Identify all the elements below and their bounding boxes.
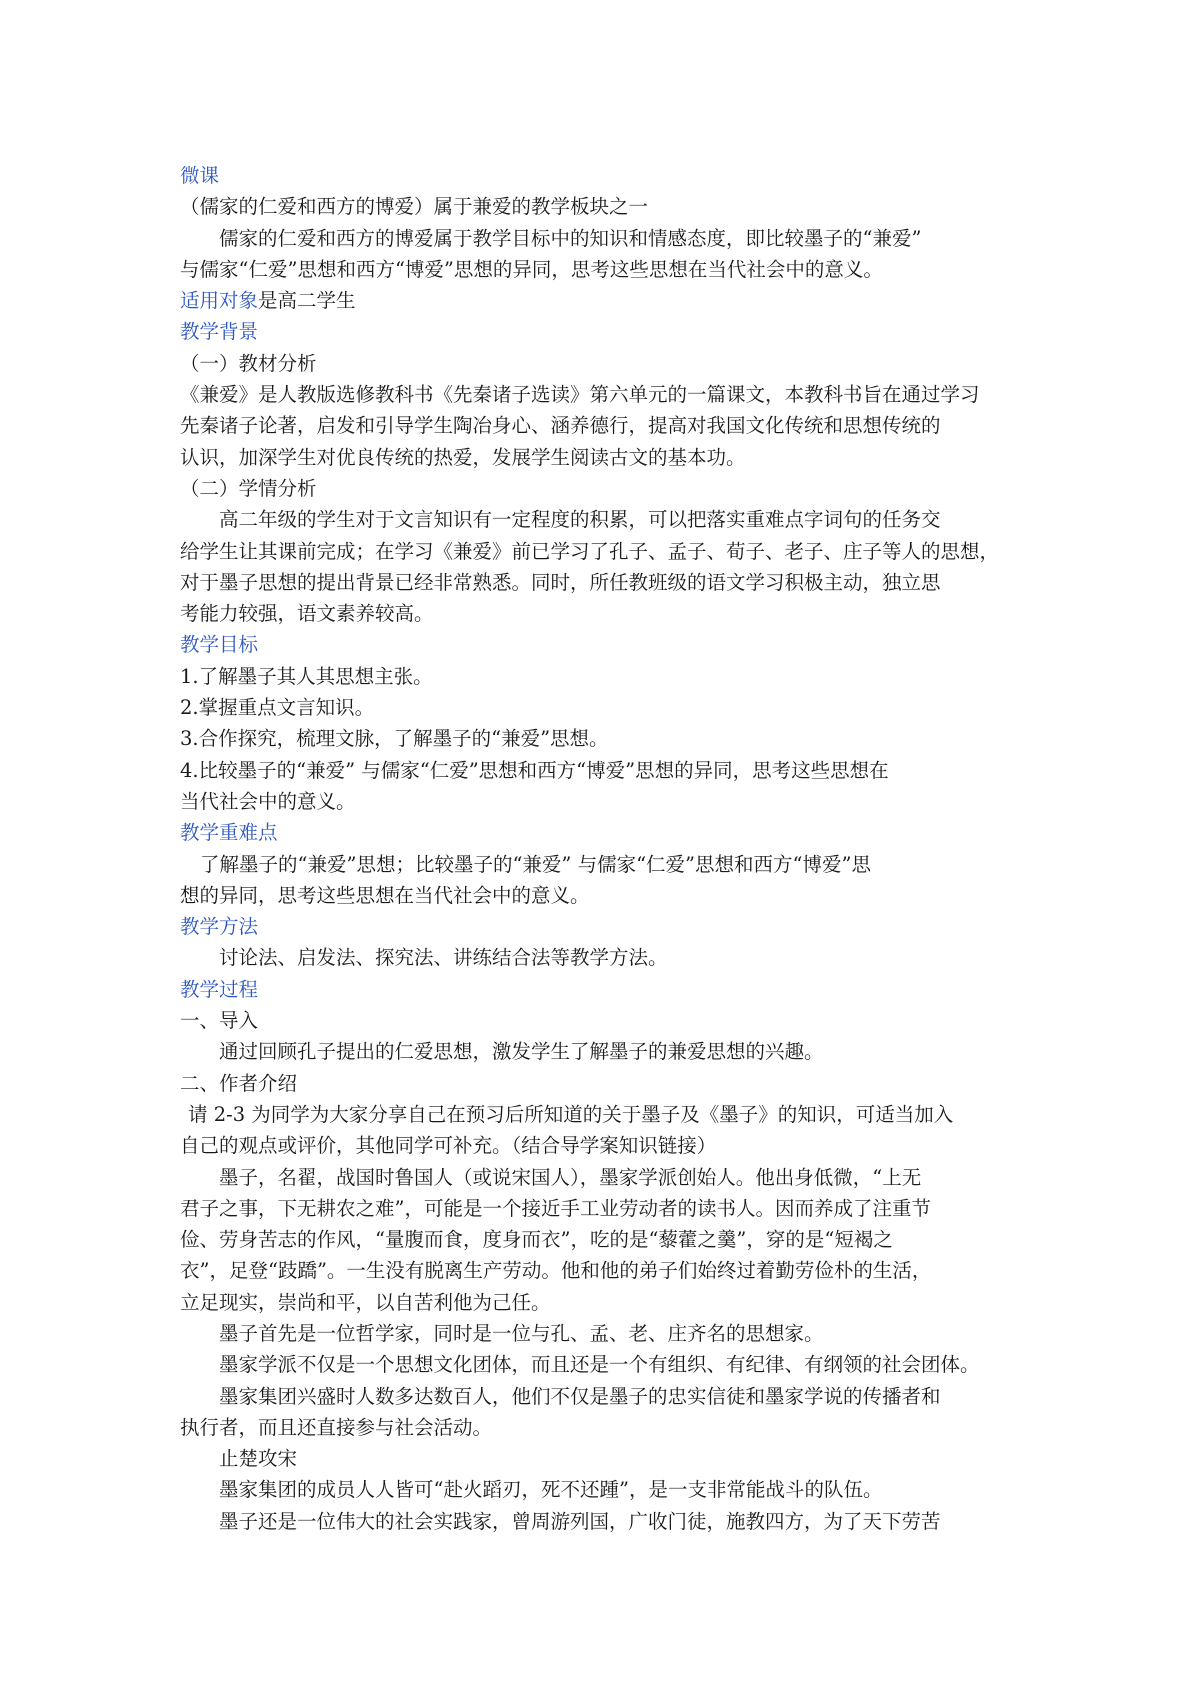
- audience-line: [180, 285, 1020, 316]
- group-line-1: 墨家集团兴盛时人数多达数百人，他们不仅是墨子的忠实信徒和墨家学说的传播者和: [219, 1384, 941, 1408]
- goals-heading: 教学目标: [180, 633, 259, 657]
- step1-text: 通过回顾孔子提出的仁爱思想，激发学生了解墨子的兼爱思想的兴趣。: [219, 1040, 824, 1064]
- mozi-line-3: 俭、劳身苦志的作风，“量腹而食，度身而衣”，吃的是“藜藿之羹”，穿的是“短褐之: [180, 1228, 893, 1252]
- group-line-2: 执行者，而且还直接参与社会活动。: [180, 1415, 493, 1439]
- doc-title: 微课: [180, 164, 220, 187]
- stopwar-heading: 止楚攻宋: [219, 1447, 298, 1471]
- textbook-line-1: 《兼爱》是人教版选修教科书《先秦诸子选读》第六单元的一篇课文，本教科书旨在通过学习: [180, 383, 980, 407]
- philosopher-paragraph: 墨子首先是一位哲学家，同时是一位与孔、孟、老、庄齐名的思想家。: [219, 1321, 824, 1345]
- intro-line-2: 与儒家“仁爱”思想和西方“博爱”思想的异同，思考这些思想在当代社会中的意义。: [180, 257, 883, 281]
- step2-heading: 二、作者介绍: [180, 1071, 298, 1095]
- mozi-line-1: 墨子，名翟，战国时鲁国人（或说宋国人），墨家学派创始人。他出身低微，“上无: [219, 1165, 922, 1189]
- process-heading: 教学过程: [180, 977, 259, 1001]
- goal-item: 4.比较墨子的“兼爱” 与儒家“仁爱”思想和西方“博爱”思想的异同，思考这些思想在: [180, 758, 889, 782]
- textbook-line-3: 认识，加深学生对优良传统的热爱，发展学生阅读古文的基本功。: [180, 445, 746, 469]
- practice-paragraph: 墨子还是一位伟大的社会实践家，曾周游列国，广收门徒，施教四方，为了天下劳苦: [219, 1509, 941, 1533]
- textbook-heading: （一）教材分析: [180, 351, 317, 375]
- doc-subtitle: （儒家的仁爱和西方的博爱）属于兼爱的教学板块之一: [180, 195, 649, 219]
- textbook-line-2: 先秦诸子论著，启发和引导学生陶冶身心、涵养德行，提高对我国文化传统和思想传统的: [180, 414, 941, 438]
- students-line-3: 对于墨子思想的提出背景已经非常熟悉。同时，所任教班级的语文学习积极主动，独立思: [180, 570, 941, 594]
- members-paragraph: 墨家集团的成员人人皆可“赴火蹈刃，死不还踵”，是一支非常能战斗的队伍。: [219, 1478, 883, 1502]
- audience-text: 是高二学生: [258, 289, 356, 313]
- students-line-1: 高二年级的学生对于文言知识有一定程度的积累，可以把落实重难点字词句的任务交: [219, 508, 941, 532]
- audience-heading: 适用对象: [180, 289, 259, 313]
- goal-item: 2.掌握重点文言知识。: [180, 696, 375, 720]
- mozi-line-2: 君子之事，下无耕农之难”，可能是一个接近手工业劳动者的读书人。因而养成了注重节: [180, 1196, 931, 1220]
- intro-line-1: 儒家的仁爱和西方的博爱属于教学目标中的知识和情感态度，即比较墨子的“兼爱”: [219, 226, 922, 250]
- students-line-4: 考能力较强，语文素养较高。: [180, 602, 434, 626]
- methods-heading: 教学方法: [180, 915, 259, 939]
- keypoints-line-2: 想的异同，思考这些思想在当代社会中的意义。: [180, 883, 590, 907]
- step1-heading: 一、导入: [180, 1009, 259, 1033]
- students-line-2: 给学生让其课前完成；在学习《兼爱》前已学习了孔子、孟子、荀子、老子、庄子等人的思想，: [180, 539, 1000, 563]
- methods-text: 讨论法、启发法、探究法、讲练结合法等教学方法。: [219, 946, 668, 970]
- mozi-line-5: 立足现实，崇尚和平，以自苦利他为己任。: [180, 1290, 551, 1314]
- mozi-line-4: 衣”，足登“跂蹻”。一生没有脱离生产劳动。他和他的弟子们始终过着勤劳俭朴的生活，: [180, 1259, 932, 1283]
- keypoints-heading: 教学重难点: [180, 821, 278, 845]
- goal-item: 当代社会中的意义。: [180, 789, 356, 813]
- background-heading: 教学背景: [180, 320, 259, 344]
- keypoints-line-1: 了解墨子的“兼爱”思想；比较墨子的“兼爱” 与儒家“仁爱”思想和西方“博爱”思: [200, 852, 871, 876]
- goal-item: 3.合作探究，梳理文脉，了解墨子的“兼爱”思想。: [180, 727, 609, 751]
- school-paragraph: 墨家学派不仅是一个思想文化团体，而且还是一个有组织、有纪律、有纲领的社会团体。: [219, 1353, 980, 1377]
- step2-line-2: 自己的观点或评价，其他同学可补充。（结合导学案知识链接）: [180, 1134, 717, 1158]
- goal-item: 1.了解墨子其人其思想主张。: [180, 664, 433, 688]
- step2-line-1: 请 2-3 为同学为大家分享自己在预习后所知道的关于墨子及《墨子》的知识，可适当加入: [188, 1102, 954, 1126]
- document-page: [180, 160, 1020, 1537]
- students-heading: （二）学情分析: [180, 476, 317, 500]
